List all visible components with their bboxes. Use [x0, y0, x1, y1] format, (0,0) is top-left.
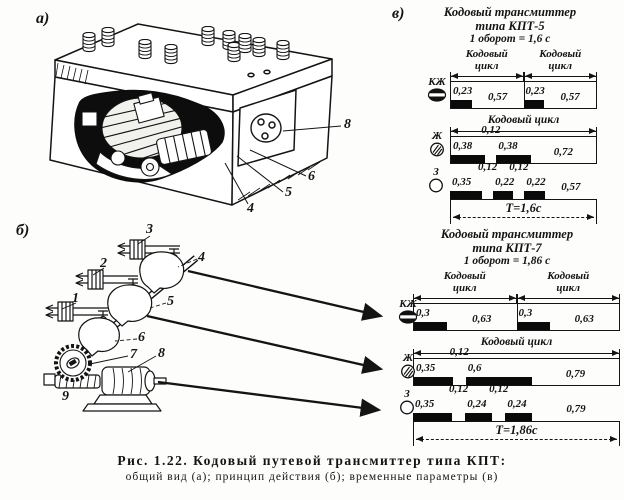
callout-b-8: 8: [158, 346, 165, 361]
code-name-label: Ж: [431, 130, 443, 142]
code-name-label: З: [433, 166, 439, 178]
timing-row-З: [404, 383, 620, 421]
rotation-period-note: 1 оборот = 1,86 с: [463, 255, 551, 267]
dimension-arrow: [413, 294, 517, 303]
callout-a-8: 8: [344, 117, 351, 132]
code-symbol-З: [422, 167, 450, 198]
segment-duration-label: 0,12: [449, 346, 469, 358]
period-label: Т=1,86с: [495, 423, 538, 437]
segment-duration-label: 0,3: [416, 307, 430, 319]
segment-duration-label: 0,35: [415, 398, 435, 410]
kzh-lamp-icon: [398, 310, 418, 324]
code-cycle-header: Кодовый цикл: [517, 271, 621, 303]
segment-duration-label: 0,24: [467, 398, 487, 410]
zh-lamp-icon: [429, 142, 445, 157]
callout-b-3: 3: [146, 222, 153, 237]
code-pulse-bar: [524, 191, 544, 199]
timing-title-line1: Кодовый трансмиттер: [440, 227, 574, 241]
code-cycle-header: Кодовый цикл: [413, 271, 517, 303]
callout-a-4: 4: [247, 201, 254, 216]
segment-duration-label: 0,12: [489, 383, 509, 395]
panel-a-label: а): [36, 10, 50, 27]
kpt7-timing-diagram: [390, 227, 624, 446]
code-cycle-headers: [413, 271, 620, 303]
segment-duration-label: 0,3: [518, 307, 533, 319]
code-cycle-headers: [450, 49, 597, 81]
rotation-period-note: 1 оборот = 1,6 с: [469, 33, 551, 45]
segment-duration-label: 0,22: [526, 176, 546, 188]
segment-duration-label: 0,72: [553, 146, 573, 158]
kpt5-timing-diagram: [396, 5, 624, 224]
period-label: Т=1,6с: [505, 201, 542, 215]
zh-lamp-icon: [400, 364, 416, 379]
dimension-arrow: [450, 127, 597, 136]
callout-b-4: 4: [198, 250, 205, 265]
code-cycle-header: Кодовый цикл: [450, 114, 597, 136]
segment-duration-label: 0,35: [452, 176, 472, 188]
segment-duration-label: 0,12: [478, 161, 498, 173]
code-pulse-bar: [517, 322, 550, 330]
period-box: [413, 421, 620, 446]
callout-a-5: 5: [285, 185, 292, 200]
code-pulse-bar: [450, 191, 482, 199]
segment-duration-label: 0,23: [525, 85, 545, 97]
callout-b-5: 5: [167, 294, 174, 309]
code-symbol-Ж: [394, 353, 422, 384]
mechanism-drawing: [44, 236, 381, 411]
segment-duration-label: 0,24: [507, 398, 527, 410]
z-lamp-icon: [428, 178, 444, 193]
timing-title-line2: типа КПТ-5: [475, 19, 545, 33]
code-name-label: КЖ: [399, 298, 417, 310]
code-name-label: КЖ: [428, 76, 446, 88]
code-pulse-bar: [524, 100, 545, 108]
kzh-lamp-icon: [427, 88, 447, 102]
callout-b-7: 7: [130, 347, 137, 362]
segment-duration-label: 0,22: [495, 176, 515, 188]
caption-subtitle: общий вид (а); принцип действия (б); временные параметры (в): [125, 471, 499, 483]
timing-row-Ж: [431, 124, 597, 164]
code-symbol-КЖ: [423, 77, 451, 107]
timing-chart-area: [428, 48, 597, 224]
timing-title-line1: Кодовый трансмиттер: [443, 5, 577, 19]
segment-duration-label: 0,79: [565, 368, 586, 380]
code-pulse-bar: [493, 191, 513, 199]
segment-duration-label: 0,6: [467, 362, 482, 374]
dimension-arrow: [416, 435, 617, 444]
timing-row-КЖ: [428, 76, 597, 109]
panel-b-label: б): [16, 222, 30, 239]
callout-b-2: 2: [100, 256, 107, 271]
cam-to-code-arrows: [147, 271, 381, 410]
code-pulse-bar: [465, 413, 492, 421]
segment-duration-label: 0,63: [574, 313, 594, 325]
segment-duration-label: 0,57: [561, 181, 581, 193]
panel-v-label: в): [392, 5, 405, 22]
period-box: [450, 199, 597, 224]
general-view-drawing: [50, 24, 341, 205]
code-pulse-bar: [505, 413, 532, 421]
code-name-label: Ж: [402, 352, 414, 364]
callout-b-6: 6: [138, 330, 145, 345]
timing-row-Ж: [402, 346, 620, 386]
dimension-arrow: [413, 349, 620, 358]
code-cycle-header: Кодовый цикл: [413, 336, 620, 358]
code-pulse-bar: [451, 100, 472, 108]
callout-b-9: 9: [62, 389, 69, 404]
segment-duration-label: 0,57: [488, 91, 508, 103]
segment-duration-label: 0,12: [449, 383, 469, 395]
segment-duration-label: 0,12: [481, 124, 501, 136]
callout-a-6: 6: [308, 169, 315, 184]
timing-row-З: [433, 161, 597, 199]
segment-duration-label: 0,12: [509, 161, 529, 173]
segment-duration-label: 0,63: [472, 313, 492, 325]
segment-duration-label: 0,35: [416, 362, 436, 374]
callout-b-1: 1: [72, 291, 79, 306]
code-cycle-header: Кодовый цикл: [524, 49, 598, 81]
code-name-label: З: [404, 388, 410, 400]
timing-title-line2: типа КПТ-7: [472, 241, 542, 255]
code-symbol-КЖ: [394, 299, 422, 329]
segment-duration-label: 0,57: [560, 91, 580, 103]
code-symbol-Ж: [423, 131, 451, 162]
timing-row-КЖ: [399, 298, 620, 331]
dimension-arrow: [453, 213, 594, 222]
dimension-arrow: [517, 294, 621, 303]
segment-duration-label: 0,38: [498, 140, 518, 152]
segment-duration-label: 0,79: [566, 403, 586, 415]
caption-title: Рис. 1.22. Кодовый путевой трансмиттер типа КПТ:: [117, 453, 507, 468]
figure-caption: [0, 453, 624, 483]
timing-chart-area: [399, 270, 620, 446]
dimension-arrow: [524, 72, 598, 81]
code-symbol-З: [393, 389, 421, 420]
segment-duration-label: 0,23: [453, 85, 473, 97]
code-cycle-header: Кодовый цикл: [450, 49, 524, 81]
segment-duration-label: 0,38: [453, 140, 473, 152]
dimension-arrow: [450, 72, 524, 81]
z-lamp-icon: [399, 400, 415, 415]
